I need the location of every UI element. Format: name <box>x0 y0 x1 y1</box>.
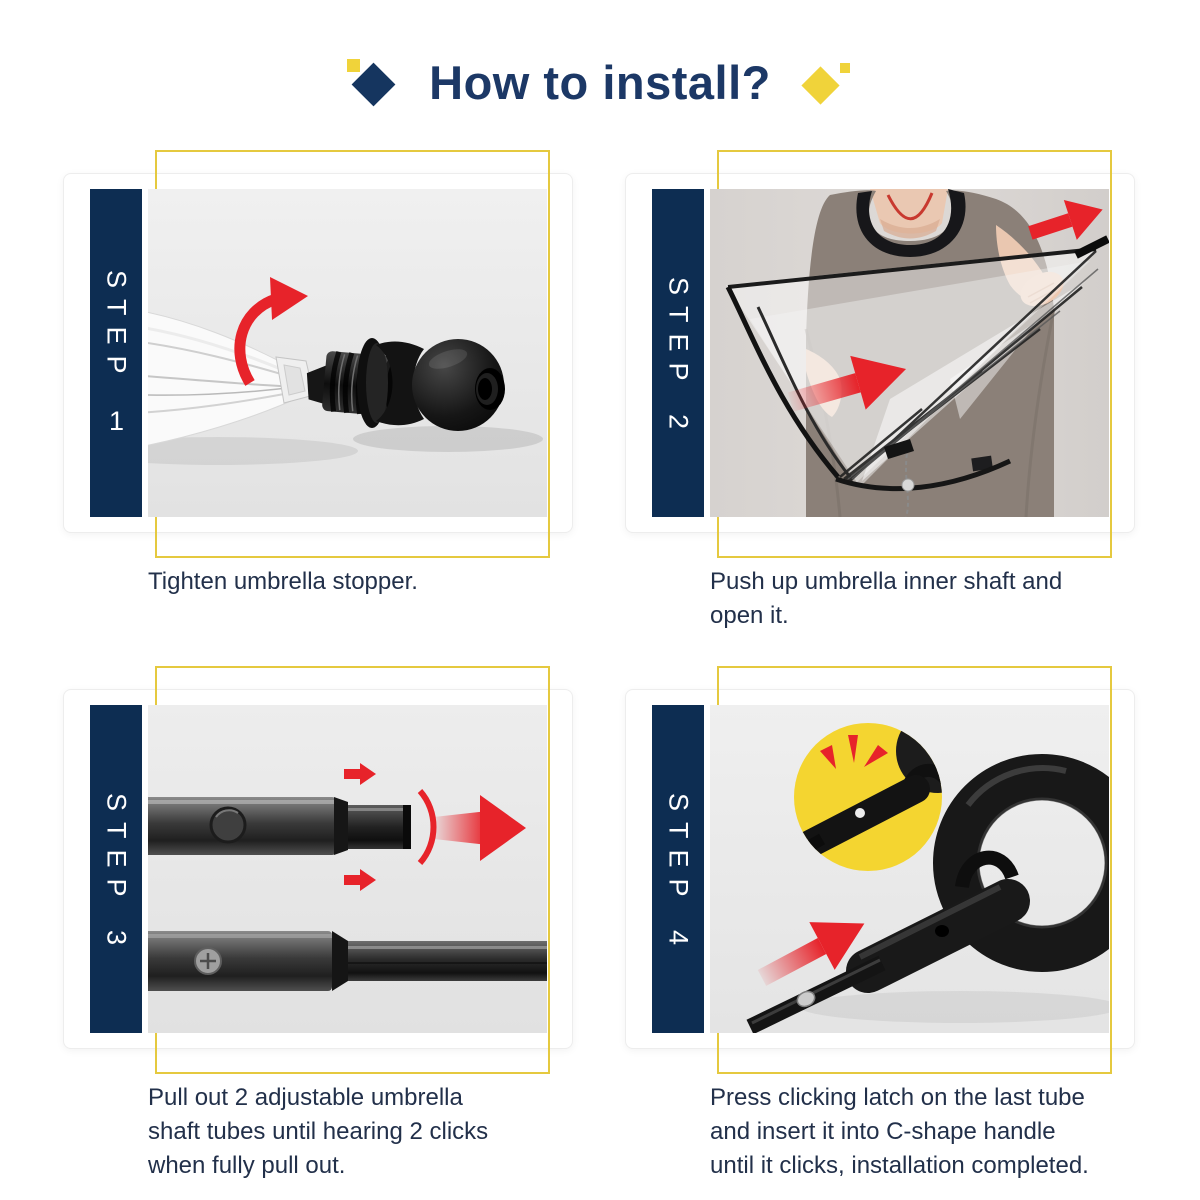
title-diamond-left-icon <box>347 56 399 108</box>
stopper <box>357 338 505 431</box>
shaft-tubes-illustration <box>148 705 547 1033</box>
open-umbrella-illustration <box>710 189 1109 517</box>
step-4-section <box>625 689 1135 1179</box>
step-2-caption: Push up umbrella inner shaft and open it. <box>710 568 1063 629</box>
step-2-section <box>625 173 1135 629</box>
step-3-photo <box>148 705 547 1033</box>
small-gold-square-icon <box>347 59 360 72</box>
header <box>0 22 1200 142</box>
step-4-photo <box>710 705 1109 1033</box>
step-2-photo <box>710 189 1109 517</box>
step-1-section <box>63 173 573 595</box>
small-gold-square-icon <box>840 63 850 73</box>
step-2-label: STEP2 <box>663 277 694 429</box>
page-title: How to install? <box>429 55 771 109</box>
step-4-caption: Press clicking latch on the last tube and insert it into C-shape handle until it clicks, installation completed. <box>710 1084 1089 1179</box>
step-1-label-bar <box>90 189 142 517</box>
step-4-label-bar <box>652 705 704 1033</box>
title-diamond-right-icon <box>801 56 853 108</box>
step-3-caption: Pull out 2 adjustable umbrella shaft tubes until hearing 2 clicks when fully pull out. <box>148 1084 489 1179</box>
step-2-label-bar <box>652 189 704 517</box>
gold-diamond-icon <box>801 66 839 104</box>
c-handle-illustration <box>710 705 1109 1033</box>
step-1-photo <box>148 189 547 517</box>
step-1-label: STEP1 <box>101 269 132 437</box>
step-4-label: STEP4 <box>663 793 694 945</box>
umbrella-stopper-illustration <box>148 189 547 517</box>
step-3-section <box>63 689 573 1179</box>
step-3-label-bar <box>90 705 142 1033</box>
step-1-caption: Tighten umbrella stopper. <box>148 568 418 595</box>
upper-tube <box>148 797 411 855</box>
step-3-label: STEP3 <box>101 793 132 945</box>
